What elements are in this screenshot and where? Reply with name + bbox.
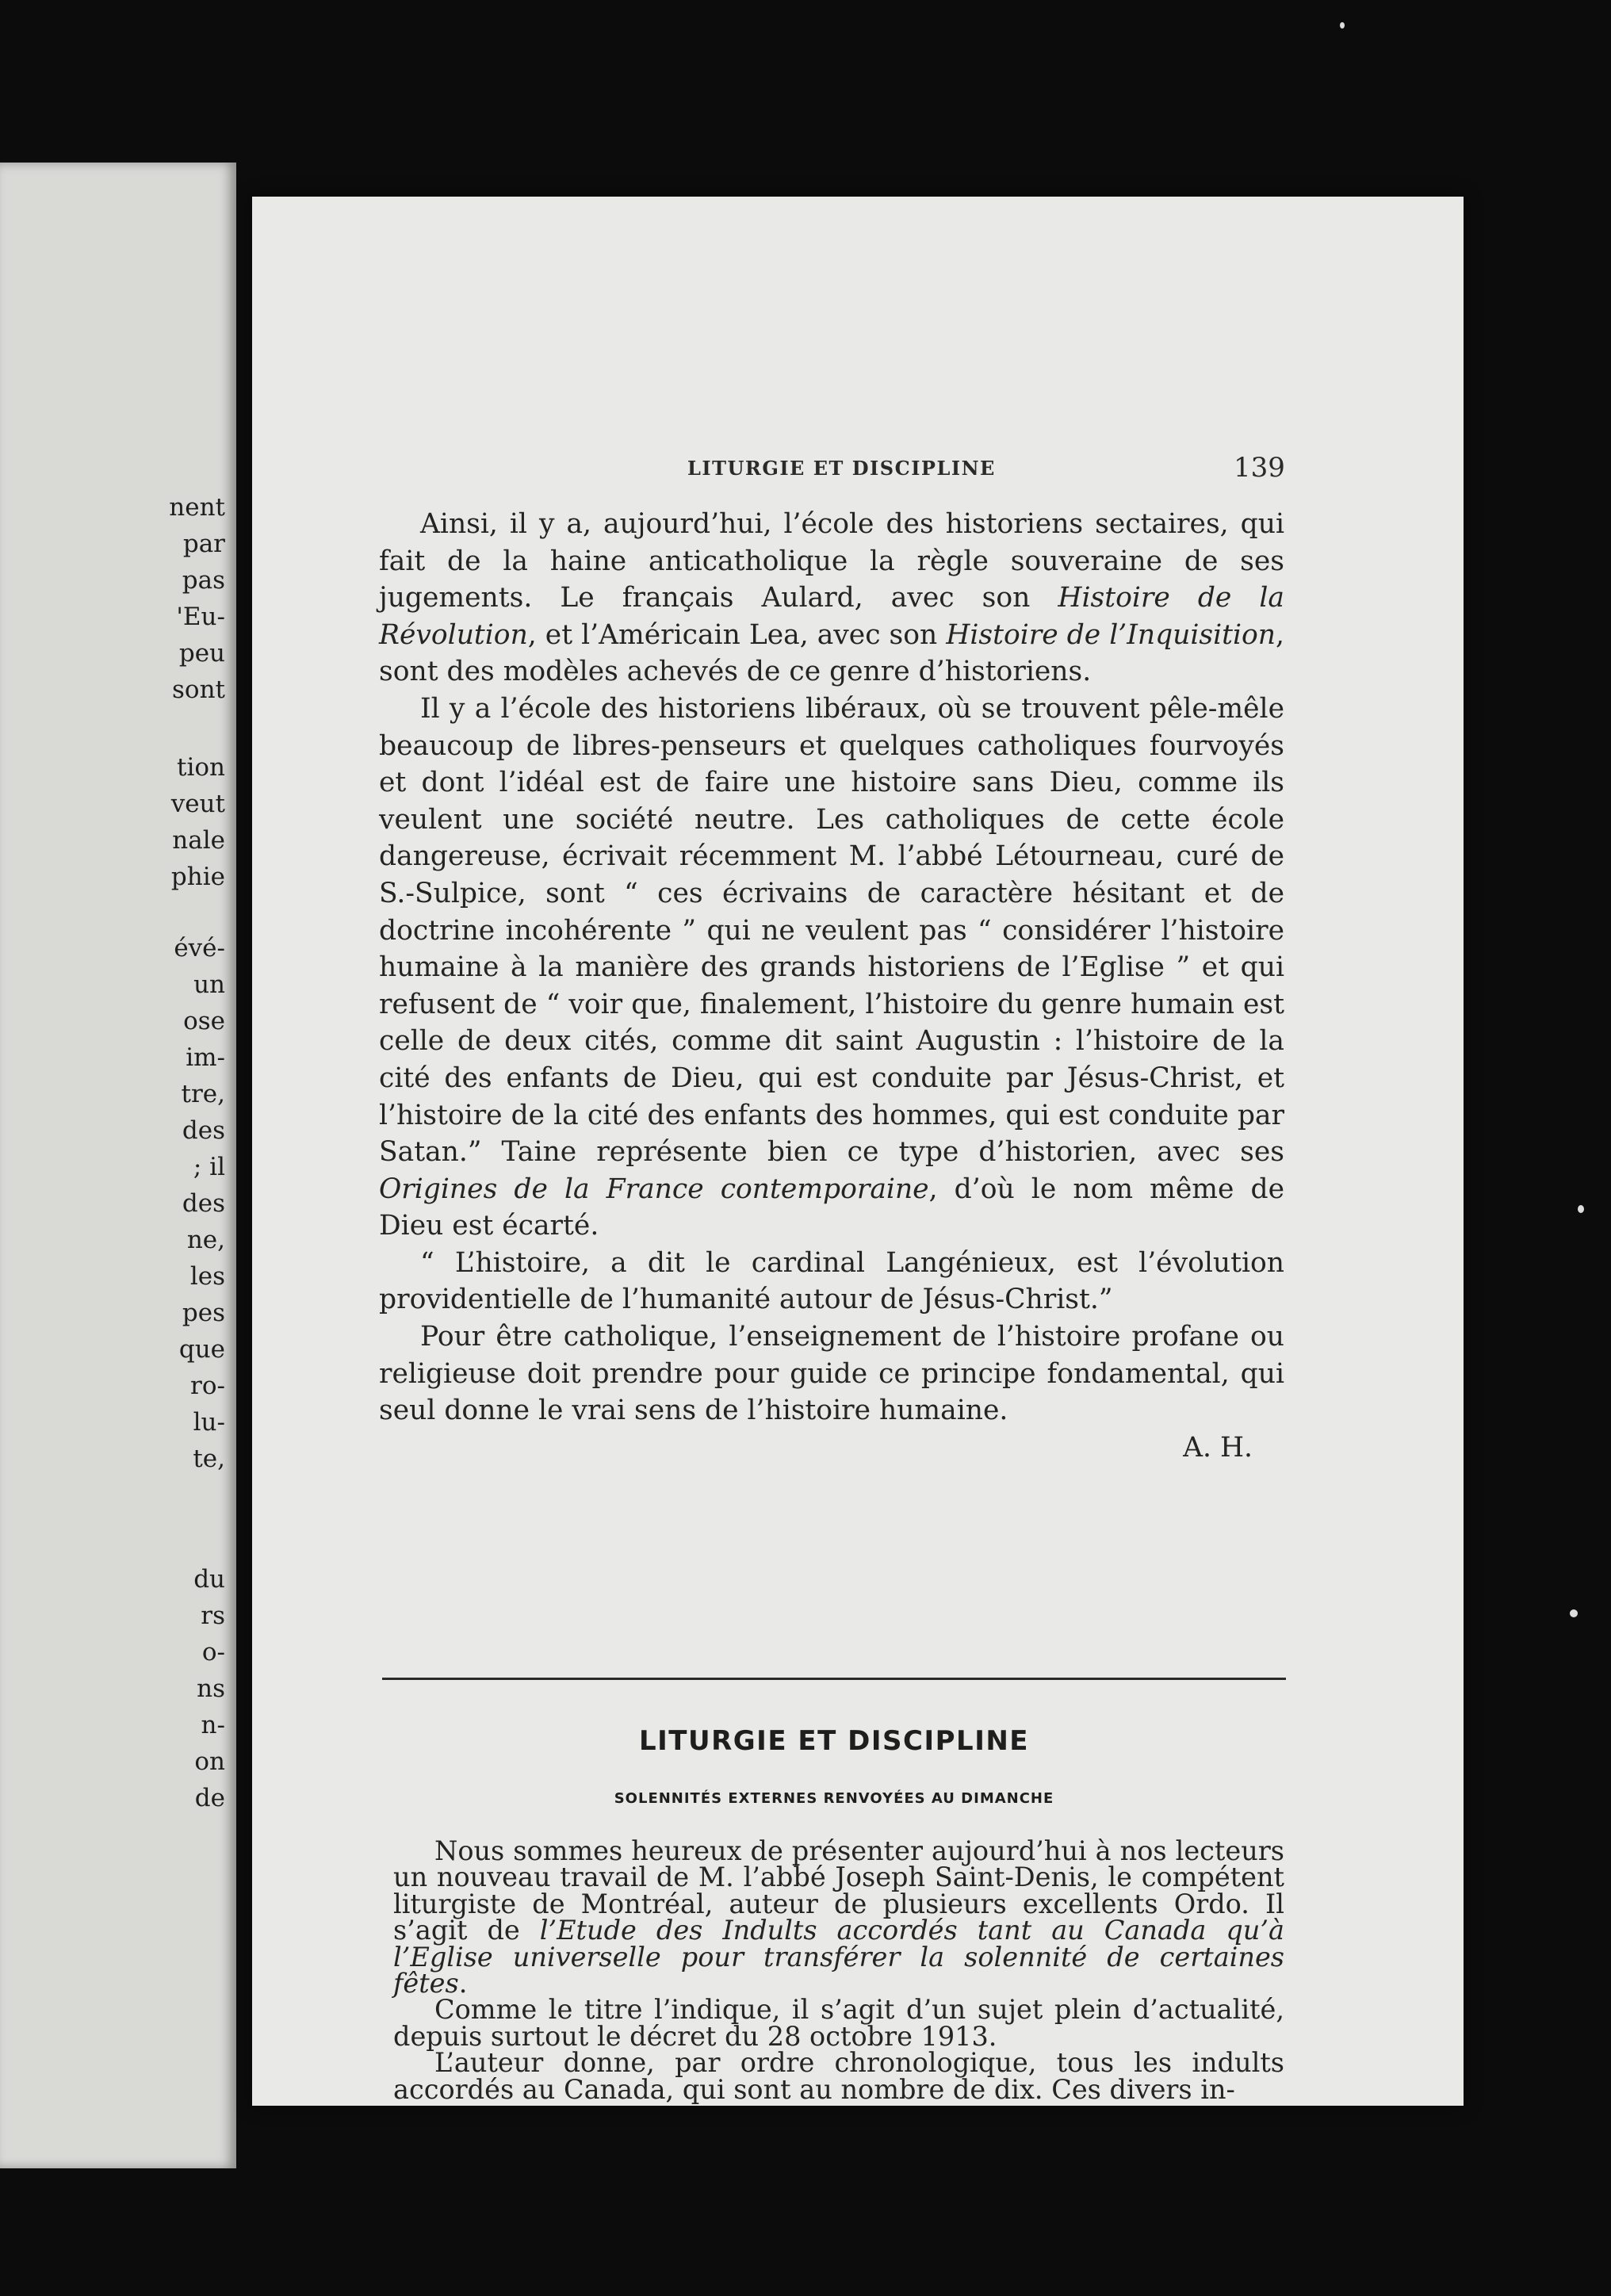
left-fragment: des [182,1116,225,1145]
dust-speck [1578,1205,1584,1213]
section-divider [382,1678,1286,1680]
text-run: Nous sommes heureux de présenter aujourd’hui à nos lecteurs un nouveau travail de M. l’abbé Joseph Saint-Denis, le compétent liturgiste de Montréal, auteur de plusieurs excellents Ordo. Il s’agit de [393,1835,1284,1946]
book-title: l’Etude des Indults accordés tant au Canada qu’à l’Eglise universelle pour transférer la solennité de certaines fêtes [393,1915,1284,1999]
left-fragment: te, [193,1445,225,1473]
left-fragment: veut [170,790,225,818]
left-fragment: tion [176,753,225,782]
left-fragment: rs [201,1601,225,1630]
text-run: , d’où le nom même de Dieu est écarté. [379,1173,1285,1242]
text-run: Il y a l’école des historiens libéraux, où se trouvent pêle-mêle beaucoup de libres-penseurs et quelques catholiques fourvoyés et dont l’idéal est de faire une histoire sans Dieu, comme ils veulent une société neutre. Les catholiques de cette école dangereuse, écrivait récemment M. l’abbé Létourneau, curé de S.-Sulpice, sont “ ces écrivains de caractère hésitant et de doctrine incohérente ” qui ne veulent pas “ considérer l’histoire humaine à la manière des grands historiens de l’Eglise ” et qui refusent de “ voir que, finalement, l’histoire du genre humain est celle de deux cités, comme dit saint Augustin : l’histoire de la cité des enfants de Dieu, qui est conduite par Jésus-Christ, et l’histoire de la cité des enfants des hommes, qui est conduite par Satan.” Taine représente bien ce type d’historien, avec ses [379,692,1284,1169]
left-fragment: on [194,1747,225,1776]
article-history [379,506,1284,1466]
left-fragment: ro- [190,1372,225,1400]
left-fragment: ; il [193,1153,225,1181]
left-fragment: des [182,1189,225,1218]
left-fragment: évé- [174,934,225,962]
section-subtitle: SOLENNITÉS EXTERNES RENVOYÉES AU DIMANCHE [614,1790,1054,1807]
text-run: Ainsi, il y a, aujourd’hui, l’école des historiens sectaires, qui fait de la haine anticatholique la règle souveraine de ses jugements. Le français Aulard, avec son [379,508,1284,614]
left-fragment: nale [172,826,225,855]
right-page [252,197,1464,2106]
book-title: Origines de la France contemporaine [379,1173,929,1205]
left-fragment: pes [182,1299,225,1327]
dust-speck [1570,1609,1578,1617]
left-fragment: o- [201,1638,225,1667]
left-fragment: un [193,970,225,999]
paragraph: L’auteur donne, par ordre chronologique, tous les indults accordés au Canada, qui sont au nombre de dix. Ces divers in- [393,2047,1284,2105]
dust-speck [1340,22,1345,29]
left-fragment: phie [170,863,225,891]
left-fragment: les [189,1262,225,1291]
left-fragment: de [194,1784,225,1812]
left-fragment: ose [183,1007,225,1035]
left-fragment: du [193,1565,225,1594]
left-fragment: ns [197,1674,225,1703]
left-fragment: nent [169,493,225,522]
left-fragment: par [182,530,225,558]
page-number: 139 [1234,452,1285,484]
left-fragment: ne, [186,1226,225,1254]
page-header [252,452,1464,484]
section-title: LITURGIE ET DISCIPLINE [638,1725,1030,1757]
left-fragment: n- [201,1711,225,1739]
left-page [0,163,236,2168]
paragraph: Pour être catholique, l’enseignement de l’histoire profane ou religieuse doit prendre pour guide ce principe fondamental, qui seul donne le vrai sens de l’histoire humaine. [379,1321,1284,1427]
left-fragment: tre, [181,1080,225,1108]
running-title: LITURGIE ET DISCIPLINE [687,457,996,480]
left-fragment: sont [172,675,225,704]
book-title: Histoire de la Révolution [379,582,1284,651]
text-run: . [458,1968,468,1999]
article-liturgy [393,1835,1284,2105]
left-fragment: im- [186,1043,225,1072]
text-run: , et l’Américain Lea, avec son [527,618,947,651]
paragraph [379,691,1284,1245]
paragraph [379,506,1284,691]
paragraph: “ L’histoire, a dit le cardinal Langénieux, est l’évolution providentielle de l’humanité autour de Jésus-Christ.” [379,1246,1284,1316]
author-signature: A. H. [1183,1431,1253,1464]
left-fragment: lu- [193,1408,225,1437]
left-fragment: que [178,1335,225,1364]
text-run: , sont des modèles achevés de ce genre d’historiens. [379,618,1284,688]
paragraph: Comme le titre l’indique, il s’agit d’un sujet plein d’actualité, depuis surtout le décret du 28 octobre 1913. [393,1994,1284,2052]
left-fragment: peu [178,639,225,668]
book-title: Histoire de l’Inquisition [946,618,1276,651]
left-fragment: pas [182,566,225,595]
paragraph [393,1835,1284,1999]
left-fragment: 'Eu- [176,603,225,631]
